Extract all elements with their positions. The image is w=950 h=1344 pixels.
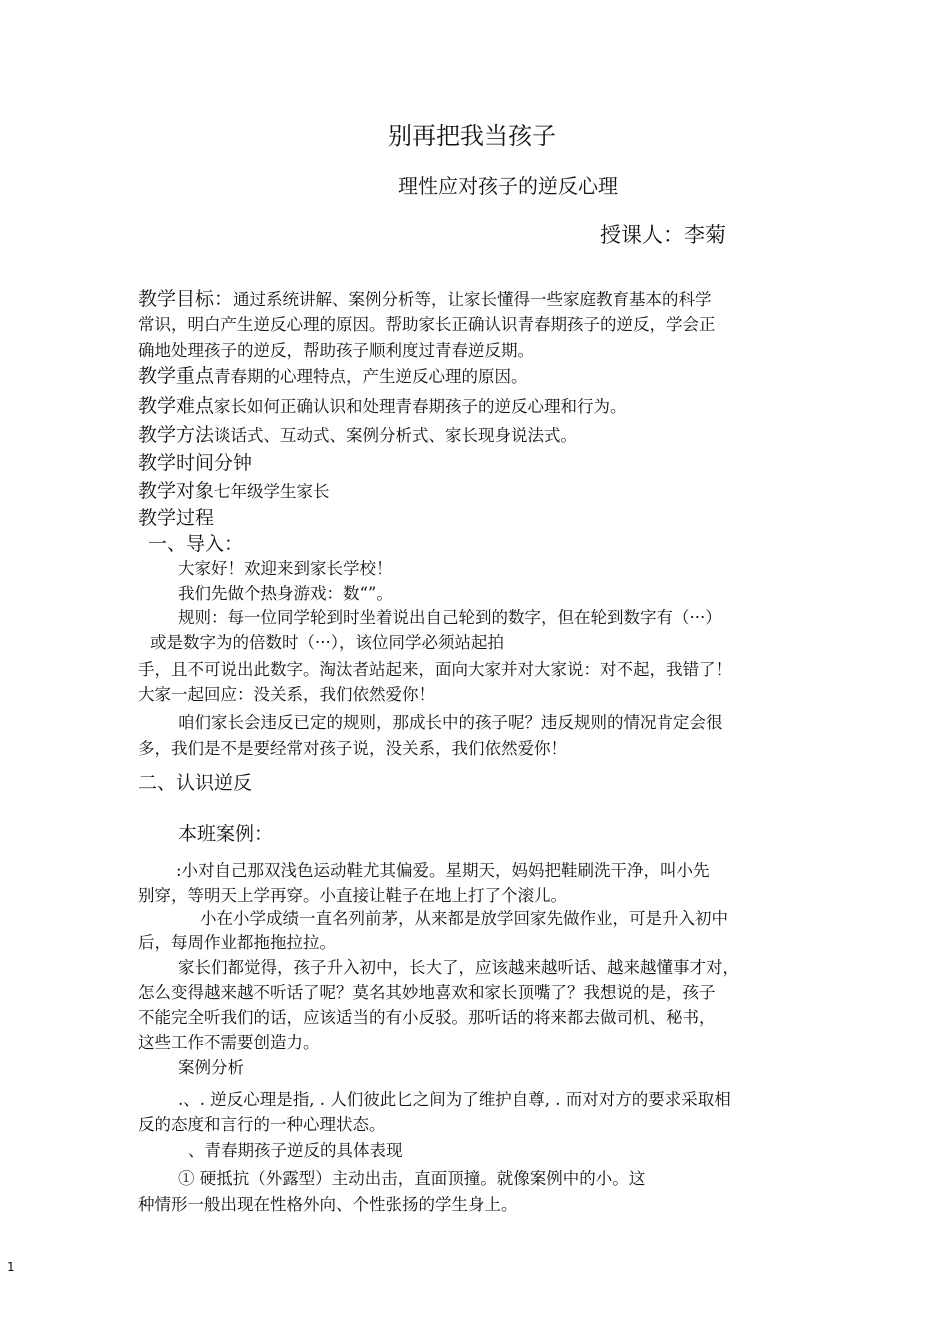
- method-label: 教学方法: [138, 424, 215, 446]
- case-heading: 本班案例：: [178, 823, 274, 845]
- difficulty: [138, 397, 627, 416]
- case1-line-1: :小对自己那双浅色运动鞋尤其偏爱。星期天，妈妈把鞋刷洗干净，叫小先: [176, 861, 710, 880]
- analysis-heading: 案例分析: [178, 1058, 244, 1077]
- case3-line-4: 这些工作不需要创造力。: [138, 1033, 320, 1052]
- case2-line-2: 后，每周作业都拖拖拉拉。: [138, 933, 336, 952]
- difficulty-text: 家长如何正确认识和处理青春期孩子的逆反心理和行为。: [214, 397, 627, 416]
- audience: [138, 482, 330, 501]
- section1-p3-line-4: 大家一起回应：没关系，我们依然爱你！: [138, 685, 435, 704]
- key-point-label: 教学重点: [138, 365, 215, 387]
- section1-p4-line-1: 咱们家长会违反已定的规则，那成长中的孩子呢？违反规则的情况肯定会很: [178, 713, 723, 732]
- lecturer: 授课人：李菊: [600, 223, 726, 247]
- section1-p1: 大家好！欢迎来到家长学校！: [178, 559, 393, 578]
- section1-p3-line-3: 手，且不可说出此数字。淘汰者站起来，面向大家并对大家说：对不起，我错了！: [138, 660, 732, 679]
- case3-line-3: 不能完全听我们的话，应该适当的有小反驳。那听话的将来都去做司机、秘书，: [138, 1008, 716, 1027]
- case1-line-2: 别穿，等明天上学再穿。小直接让鞋子在地上打了个滚儿。: [138, 886, 567, 905]
- key-point: [138, 367, 528, 386]
- analysis-p3-line-1: ① 硬抵抗（外露型）主动出击，直面顶撞。就像案例中的小。这: [178, 1169, 646, 1188]
- section1-p2: 我们先做个热身游戏：数“”。: [178, 584, 393, 603]
- analysis-p2: 、青春期孩子逆反的具体表现: [188, 1141, 403, 1160]
- page-number: 1: [7, 1260, 15, 1274]
- objectives-line-3: 确地处理孩子的逆反，帮助孩子顺利度过青春逆反期。: [138, 341, 534, 360]
- method-text: 谈话式、互动式、案例分析式、家长现身说法式。: [214, 426, 578, 445]
- objectives-line-1: [138, 290, 712, 309]
- section2-heading: 二、认识逆反: [138, 772, 253, 794]
- key-point-text: 青春期的心理特点，产生逆反心理的原因。: [214, 367, 528, 386]
- objectives-text: 通过系统讲解、案例分析等，让家长懂得一些家庭教育基本的科学: [233, 290, 712, 309]
- document-subtitle: 理性应对孩子的逆反心理: [398, 174, 618, 198]
- analysis-p1-line-1: .、. 逆反心理是指, . 人们彼此匕之间为了维护自尊, . 而对对方的要求采取相: [178, 1090, 731, 1109]
- section1-p4-line-2: 多，我们是不是要经常对孩子说，没关系，我们依然爱你！: [138, 739, 567, 758]
- difficulty-label: 教学难点: [138, 395, 215, 417]
- analysis-p3-line-2: 种情形一般出现在性格外向、个性张扬的学生身上。: [138, 1195, 518, 1214]
- document-title: 别再把我当孩子: [388, 122, 556, 150]
- audience-label: 教学对象: [138, 480, 215, 502]
- audience-text: 七年级学生家长: [214, 482, 330, 501]
- case2-line-1: 小在小学成绩一直名列前茅，从来都是放学回家先做作业，可是升入初中: [200, 909, 728, 928]
- teaching-time: 教学时间分钟: [138, 452, 253, 474]
- process-heading: 教学过程: [138, 507, 215, 529]
- section1-heading: 一、导入：: [148, 533, 244, 555]
- case3-line-2: 怎么变得越来越不听话了呢？莫名其妙地喜欢和家长顶嘴了？我想说的是，孩子: [138, 983, 716, 1002]
- section1-p3-line-2: 或是数字为的倍数时（···），该位同学必须站起拍: [150, 633, 504, 652]
- case3-line-1: 家长们都觉得，孩子升入初中，长大了，应该越来越听话、越来越懂事才对，: [178, 958, 739, 977]
- objectives-label: 教学目标：: [138, 288, 234, 310]
- section1-p3-line-1: 规则：每一位同学轮到时坐着说出自己轮到的数字，但在轮到数字有（···）: [178, 608, 722, 627]
- objectives-line-2: 常识，明白产生逆反心理的原因。帮助家长正确认识青春期孩子的逆反，学会正: [138, 315, 716, 334]
- analysis-p1-line-2: 反的态度和言行的一种心理状态。: [138, 1115, 386, 1134]
- method: [138, 426, 577, 445]
